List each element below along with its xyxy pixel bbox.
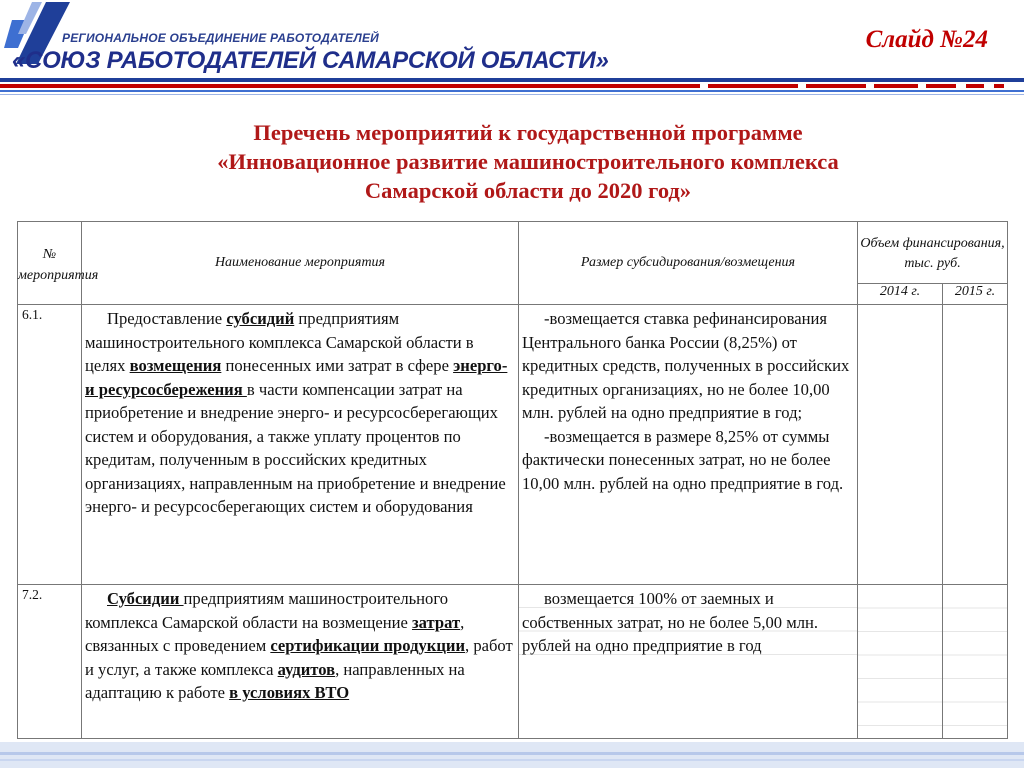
title-line-3: Самарской области до 2020 год» bbox=[364, 178, 692, 203]
emphasis-fragment: аудитов bbox=[277, 659, 336, 679]
row-value-2015 bbox=[943, 585, 1008, 739]
emphasis-fragment: энерго- и ресурсосбережения bbox=[85, 356, 508, 399]
table-row bbox=[18, 305, 1008, 585]
row-subsidy-cell bbox=[519, 305, 858, 585]
subsidy-condition-1: возмещается 100% от заемных и собственных затрат, но не более 5,00 млн. рублей на одно предприятие в год bbox=[522, 589, 819, 655]
text-fragment: в части компенсации затрат на приобретение и внедрение энерго- и ресурсосберегающих систем и оборудования, а также уплату процентов по кредитам, полученным в российских кредитных организациях, направленным на приобретение и внедрение энерго- и ресурсосберегающих систем и оборудования bbox=[85, 379, 506, 516]
text-fragment: , направленных на адаптацию к работе bbox=[85, 659, 465, 702]
organization-subtitle: РЕГИОНАЛЬНОЕ ОБЪЕДИНЕНИЕ РАБОТОДАТЕЛЕЙ bbox=[62, 31, 379, 45]
row-value-2014 bbox=[858, 585, 943, 739]
text-fragment: , связанных с проведением bbox=[85, 612, 465, 655]
row-subsidy-cell bbox=[519, 585, 858, 739]
text-fragment: понесенных ими затрат в сфере bbox=[221, 356, 454, 375]
text-fragment: предприятиям машиностроительного комплекса Самарской области на возмещение bbox=[85, 589, 449, 632]
subsidy-condition-2: -возмещается в размере 8,25% от суммы фактически понесенных затрат, но не более 10,00 млн. рублей на одно предприятие в год. bbox=[522, 426, 844, 493]
emphasis-fragment: возмещения bbox=[129, 356, 222, 375]
row-subsidy-text bbox=[519, 585, 857, 660]
slide-number: Слайд №24 bbox=[865, 26, 988, 53]
row-value-2015 bbox=[943, 305, 1008, 585]
emphasis-fragment: Субсидии bbox=[107, 589, 184, 608]
text-fragment: Предоставление bbox=[107, 309, 227, 328]
row-number: 6.1. bbox=[18, 305, 82, 585]
column-header-funding: Объем финансирования, тыс. руб. bbox=[858, 222, 1008, 284]
column-header-2014: 2014 г. bbox=[858, 284, 943, 305]
text-fragment: , работ и услуг, а также комплекса bbox=[85, 636, 513, 679]
emphasis-fragment: субсидий bbox=[226, 309, 295, 328]
column-header-subsidy: Размер субсидирования/возмещения bbox=[519, 222, 858, 305]
row-name-text bbox=[82, 305, 518, 521]
footer-stripes bbox=[0, 742, 1024, 768]
row-value-2014 bbox=[858, 305, 943, 585]
column-header-2015: 2015 г. bbox=[943, 284, 1008, 305]
table-row bbox=[18, 585, 1008, 739]
emphasis-fragment: сертификации продукции bbox=[270, 636, 466, 655]
column-header-number bbox=[18, 222, 99, 305]
column-header-number-label: № мероприятия bbox=[18, 246, 99, 283]
title-line-2: «Инновационное развитие машиностроительного комплекса bbox=[217, 149, 839, 174]
emphasis-fragment: затрат bbox=[411, 612, 461, 632]
subsidy-condition-1: -возмещается ставка рефинансирования Центрального банка России (8,25%) от кредитных средств, полученных в российских кредитных организациях, но не более 10,00 млн. рублей на одно предприятие в год; bbox=[522, 309, 850, 422]
row-number: 7.2. bbox=[18, 585, 82, 739]
text-fragment: предприятиям машиностроительного комплекса Самарской области в целях bbox=[85, 309, 474, 375]
header-stripes bbox=[0, 78, 1024, 100]
header bbox=[0, 0, 1024, 110]
measures-table bbox=[17, 221, 1008, 739]
page-title bbox=[80, 118, 976, 205]
row-subsidy-text bbox=[519, 305, 857, 497]
emphasis-fragment: в условиях ВТО bbox=[229, 683, 350, 702]
title-line-1: Перечень мероприятий к государственной программе bbox=[253, 120, 803, 145]
row-name-text bbox=[82, 585, 518, 707]
organization-name: «СОЮЗ РАБОТОДАТЕЛЕЙ САМАРСКОЙ ОБЛАСТИ» bbox=[12, 47, 609, 74]
column-header-name: Наименование мероприятия bbox=[82, 222, 519, 305]
row-name-cell bbox=[82, 305, 519, 585]
row-name-cell bbox=[82, 585, 519, 739]
